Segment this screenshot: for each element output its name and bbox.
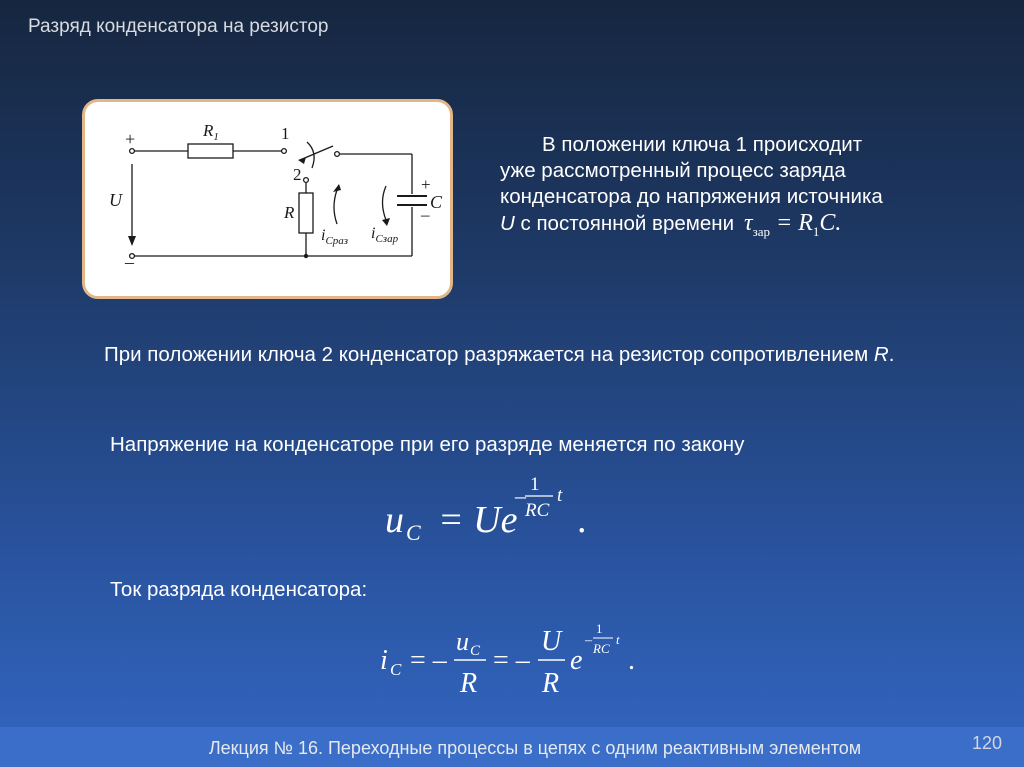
svg-text:C: C [406, 520, 421, 545]
label-u: U [109, 190, 122, 210]
svg-text:= –: = – [493, 645, 530, 676]
tau-formula: $\tau_{зар} = R_1C$. [744, 210, 842, 239]
svg-text:= Ue: = Ue [438, 499, 518, 541]
label-c: C [430, 192, 443, 212]
formula-ic [380, 622, 660, 707]
p2-r-symbol: R [873, 343, 889, 366]
page-number: 120 [971, 733, 1002, 753]
label-minus: – [125, 252, 134, 272]
p1-line-1: В положении ключа 1 происходит [542, 133, 863, 156]
svg-text:RC: RC [593, 641, 610, 656]
switch-contact-2 [304, 178, 309, 183]
label-i-zar: $i_{Cзар}$ [371, 225, 399, 245]
p1-line-3: конденсатора до напряжения источника [500, 185, 883, 208]
svg-text:R: R [460, 668, 478, 699]
circuit-diagram-box [82, 99, 453, 299]
switch-arrow [298, 157, 306, 164]
resistor-r [299, 193, 313, 233]
svg-text:1: 1 [596, 621, 603, 636]
label-cap-minus: – [421, 205, 430, 224]
u-arrow-head [128, 236, 136, 246]
svg-text:t: t [557, 485, 563, 506]
svg-text:.: . [577, 499, 587, 541]
terminal-plus [130, 149, 135, 154]
switch-contact-1 [282, 149, 287, 154]
slide-title: Разряд конденсатора на резистор [28, 16, 329, 37]
label-plus: + [125, 129, 136, 149]
svg-text:R: R [542, 668, 560, 699]
label-cap-plus: + [421, 175, 431, 194]
svg-text:u: u [456, 627, 469, 656]
p1-u-symbol: U [500, 212, 515, 235]
svg-text:.: . [628, 645, 635, 676]
svg-text:i: i [380, 645, 388, 676]
p1-line-4-text: с постоянной времени [514, 212, 735, 235]
p1-line-2: уже рассмотренный процесс заряда [500, 159, 846, 182]
svg-text:= –: = – [410, 645, 447, 676]
label-r1: $R_1$ [203, 121, 219, 143]
svg-text:–: – [515, 483, 526, 508]
svg-text:C: C [470, 643, 481, 659]
node-bottom [304, 254, 308, 258]
paragraph-discharge: При положении ключа 2 конденсатор разряжается на резистор сопротивлением R. [104, 343, 895, 366]
switch-pivot [335, 152, 340, 157]
i-raz-arrow-head [333, 184, 341, 192]
footer-text: Лекция № 16. Переходные процессы в цепях с одним реактивным элементом [208, 738, 862, 758]
circuit-diagram [85, 102, 456, 302]
svg-text:t: t [616, 632, 620, 647]
svg-text:1: 1 [530, 474, 540, 495]
label-i-raz: $i_{Cраз}$ [321, 227, 349, 247]
svg-text:u: u [385, 499, 404, 541]
svg-text:C: C [390, 660, 402, 679]
formula-uc [385, 470, 625, 555]
i-zar-arrow-head [382, 218, 390, 226]
paragraph-charge [500, 132, 990, 245]
paragraph-discharge-current: Ток разряда конденсатора: [110, 578, 368, 601]
svg-text:e: e [570, 645, 583, 676]
paragraph-voltage-law: Напряжение на конденсаторе при его разряде меняется по закону [110, 433, 745, 456]
resistor-r1 [188, 144, 233, 158]
i-zar-arrow [383, 186, 387, 220]
label-r: R [284, 203, 295, 222]
label-pos-1: 1 [281, 124, 290, 143]
svg-text:RC: RC [525, 500, 550, 521]
svg-text:–: – [585, 633, 592, 648]
p1-line-4 [500, 210, 990, 245]
i-raz-arrow [334, 190, 337, 224]
svg-text:U: U [541, 626, 562, 657]
label-pos-2: 2 [293, 165, 302, 184]
